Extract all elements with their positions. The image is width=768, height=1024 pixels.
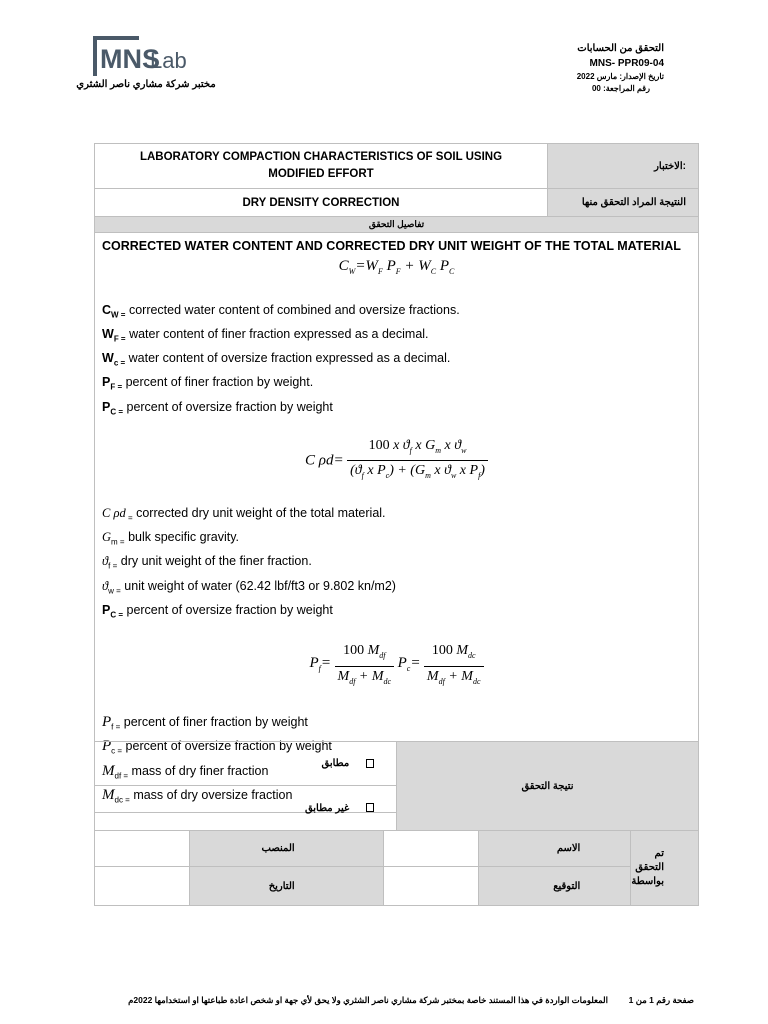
def-item: $M_{df =}$ mass of dry finer fraction [102,762,269,780]
signature-label: التوقيع [478,867,630,906]
logo-text: MNS [100,44,160,74]
def-item: $W_{c =}$ water content of oversize fraction expressed as a decimal. [102,351,451,368]
footer-notice: المعلومات الواردة في هذا المستند خاصة بمختبر شركة مشاري ناصر الشثري ولا يحق لأي جهة او شخص اعادة طباعتها او استخدامها 2022م [128,995,608,1005]
verified-by-label: تم التحقق بواسطة [631,831,699,906]
match-cell [95,742,397,786]
position-value[interactable] [95,831,190,867]
test-title: LABORATORY COMPACTION CHARACTERISTICS OF SOIL USING MODIFIED EFFORT [95,144,548,189]
details-label-ar: تفاصيل التحقق [95,217,699,233]
result-label-ar: النتيجة المراد التحقق منها [548,189,699,217]
def-item: $P_{c =}$ percent of oversize fraction by weight [102,738,332,756]
issue-date: تاريخ الإصدار: مارس 2022 [576,72,664,81]
def-item: $P_{C =}$ percent of oversize fraction by weight [102,399,333,417]
def-item: $G_{m =}$ bulk specific gravity. [102,530,239,547]
fraction-formulas: $P_f=$ $\frac{100 M_{df}}{M_{df} + M_{dc}}$ $P_c=$ $\frac{100 M_{dc}}{M_{df} + M_{dc}}$ [102,641,691,692]
nomatch-cell [95,786,397,831]
match-checkbox[interactable] [366,759,374,768]
def-item: $W_{F =}$ water content of finer fraction expressed as a decimal. [102,327,429,344]
company-name-ar: مختبر شركة مشاري ناصر الشثري [76,79,216,90]
def-item: $M_{dc =}$ mass of dry oversize fraction [102,786,293,805]
water-content-formula: $C_W=W_F$ $P_F + W_C$ $P_C$ [338,257,455,276]
details-content [95,233,699,813]
logo-subtext: Lab [150,48,187,73]
def-item: $ϑ_{w =}$ unit weight of water (62.42 lbf/ft3 or 9.802 kn/m2) [102,578,396,596]
test-label-ar: :الاختبار [548,144,699,189]
def-item: $P_{F =}$ percent of finer fraction by weight. [102,375,314,392]
position-label: المنصب [190,831,383,867]
name-value[interactable] [383,831,478,867]
revision-number: رقم المراجعة: 00 [591,84,650,93]
verify-result-label: نتيجة التحقق [397,742,699,831]
nomatch-checkbox[interactable] [366,803,374,812]
name-label: الاسم [478,831,630,867]
def-item: $P_{f =}$ percent of finer fraction by weight [102,714,308,732]
section-heading: CORRECTED WATER CONTENT AND CORRECTED DRY UNIT WEIGHT OF THE TOTAL MATERIAL [102,239,681,253]
def-item: $ϑ_{f =}$ dry unit weight of the finer fraction. [102,554,312,571]
defs-dry-density [102,504,691,624]
dry-density-formula: C ρd= $\frac{100 x ϑ_f x G_m x ϑ_w}{(ϑ_f x P_c) + (G_m x ϑ_w x P_f)}$ [102,436,691,487]
page-number: صفحة رقم 1 من 1 [628,995,694,1005]
nomatch-label: غير مطابق [304,802,350,814]
date-label: التاريخ [190,867,383,906]
result-title: DRY DENSITY CORRECTION [95,189,548,217]
doc-title-ar: التحقق من الحسابات [577,43,664,54]
doc-code: MNS- PPR09-04 [589,58,664,69]
date-value[interactable] [95,867,190,906]
defs-water-content [102,301,691,421]
def-item: $P_{C =}$ percent of oversize fraction by weight [102,602,333,620]
verification-table [94,143,699,813]
def-item: $C_{W =}$ corrected water content of combined and oversize fractions. [102,303,460,320]
signature-value[interactable] [383,867,478,906]
result-table [94,741,699,831]
signature-table [94,830,699,906]
def-item: C ρd $_=$ corrected dry unit weight of the total material. [102,506,386,523]
match-label: مطابق [321,758,350,769]
